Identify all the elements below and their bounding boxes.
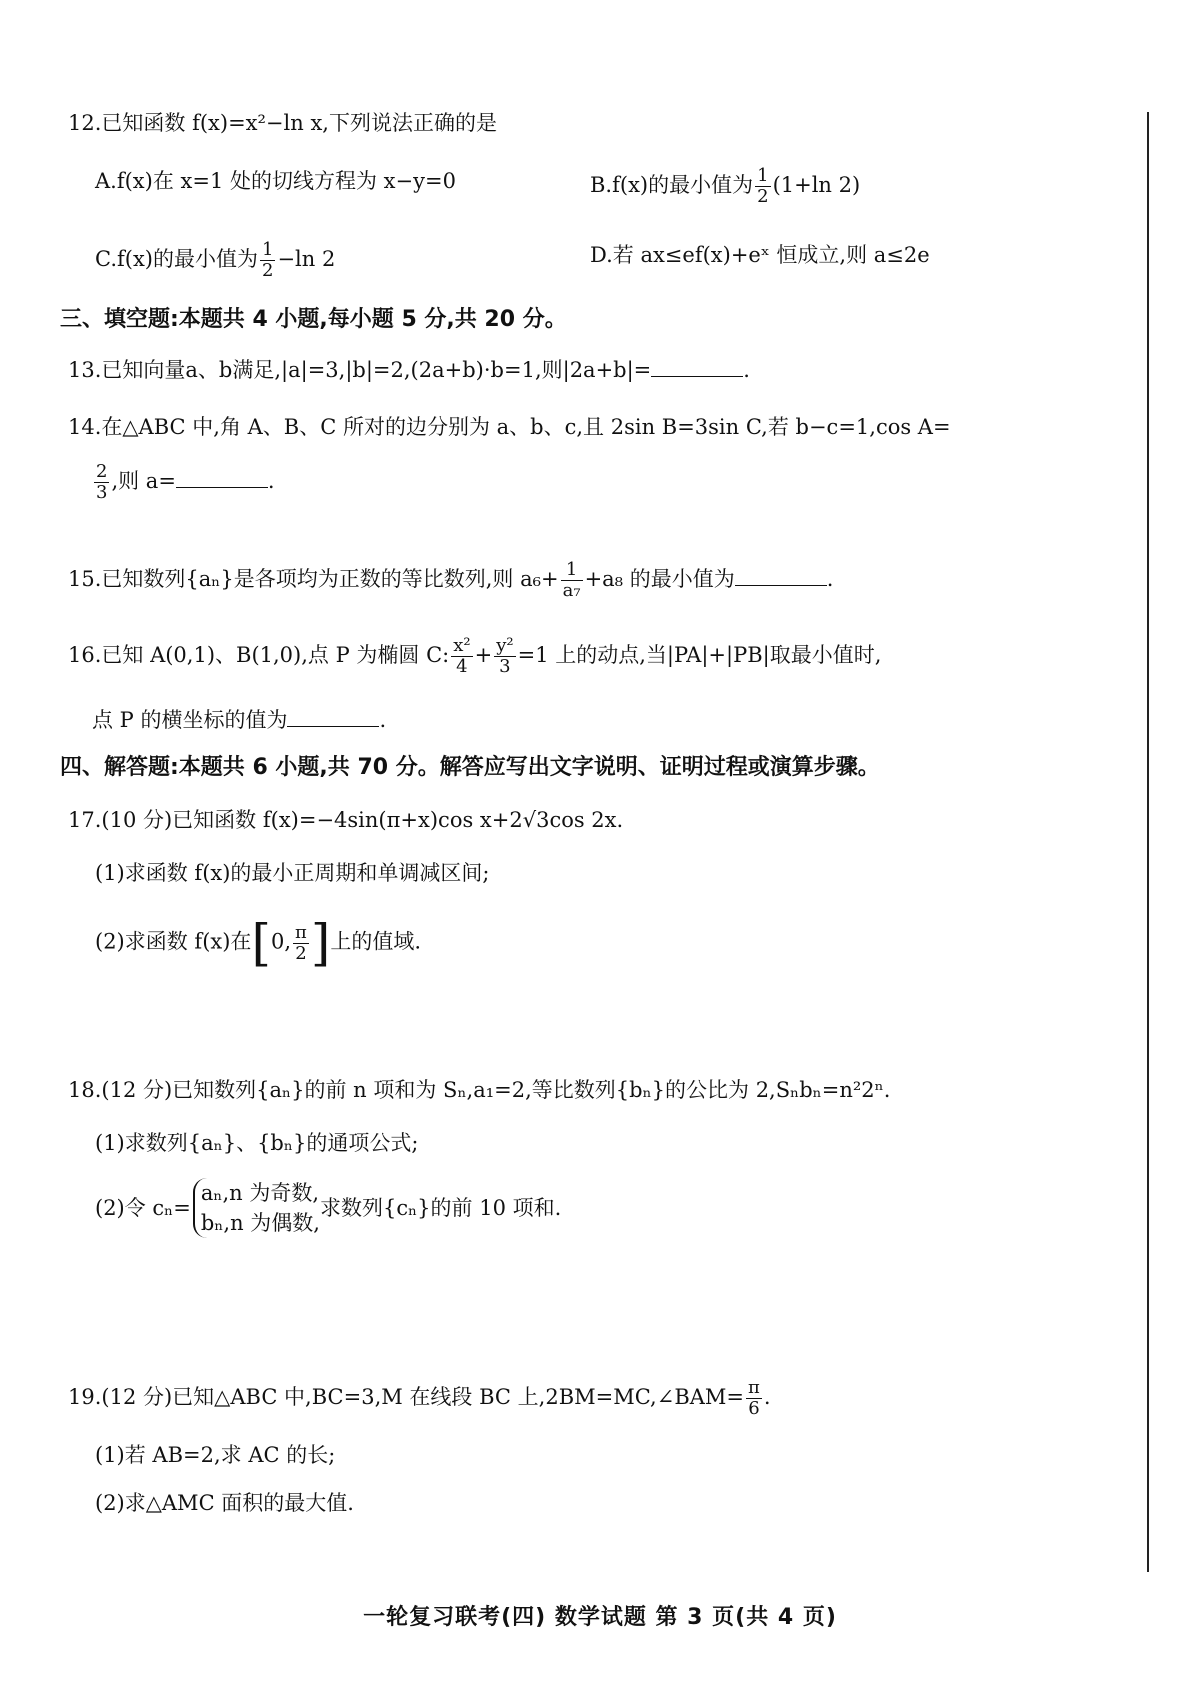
q14-line1: 14.在△ABC 中,角 A、B、C 所对的边分别为 a、b、c,且 2sin B=3sin C,若 b−c=1,cos A=: [68, 415, 951, 439]
q18-part2: (2)令 cₙ= aₙ,n 为奇数, bₙ,n 为偶数, 求数列{cₙ}的前 10 项和.: [95, 1178, 561, 1238]
q18-stem: 18.(12 分)已知数列{aₙ}的前 n 项和为 Sₙ,a₁=2,等比数列{bₙ}的公比为 2,Sₙbₙ=n²2ⁿ.: [68, 1078, 891, 1102]
q16-line1: 16.已知 A(0,1)、B(1,0),点 P 为椭圆 C: $\frac{\text{x²}}{4}$ + $\frac{\text{y²}}{3}$ =1 上的动点,当|PA|+|PB|取最小值时,: [68, 635, 882, 677]
fraction: $\frac{2}{3}$: [96, 461, 108, 503]
q16-line2: 点 P 的横坐标的值为 .: [92, 708, 387, 732]
fraction: $\frac{\text{y²}}{3}$: [496, 635, 514, 677]
q12-option-a: A.f(x)在 x=1 处的切线方程为 x−y=0: [95, 169, 456, 193]
q19-stem: 19.(12 分)已知△ABC 中,BC=3,M 在线段 BC 上,2BM=MC,∠BAM= $\frac{\pi}{6}$ .: [68, 1377, 771, 1419]
q17-part2: (2)求函数 f(x)在[0, $\frac{\pi}{2}$ ]上的值域.: [95, 914, 422, 972]
q12-option-b: B.f(x)的最小值为 $\frac{1}{2}$ (1+ln 2): [590, 165, 861, 207]
q13: 13.已知向量a、b满足,|a|=3,|b|=2,(2a+b)·b=1,则|2a+b|= .: [68, 358, 750, 382]
q15: 15.已知数列{aₙ}是各项均为正数的等比数列,则 a₆+ $\frac{1}{\text{a₇}}$ +a₈ 的最小值为 .: [68, 559, 834, 601]
fraction: $\frac{1}{\text{a₇}}$: [562, 559, 581, 601]
margin-line: [1147, 112, 1149, 1572]
q12-option-d: D.若 ax≤ef(x)+eˣ 恒成立,则 a≤2e: [590, 243, 930, 267]
q12-option-c: C.f(x)的最小值为 $\frac{1}{2}$ −ln 2: [95, 239, 336, 281]
fraction: $\frac{1}{2}$: [262, 239, 274, 281]
answer-blank: [176, 467, 268, 488]
q12-stem: 12.已知函数 f(x)=x²−ln x,下列说法正确的是: [68, 111, 497, 135]
fraction: $\frac{\text{x²}}{4}$: [453, 635, 471, 677]
fraction: $\frac{\pi}{6}$: [748, 1377, 760, 1419]
right-bracket: ]: [310, 914, 331, 972]
q19-part2: (2)求△AMC 面积的最大值.: [95, 1491, 354, 1515]
fraction: $\frac{\pi}{2}$: [295, 921, 307, 964]
section-3-heading: 三、填空题:本题共 4 小题,每小题 5 分,共 20 分。: [60, 307, 567, 332]
fraction: $\frac{1}{2}$: [757, 165, 769, 207]
q17-part1: (1)求函数 f(x)的最小正周期和单调减区间;: [95, 861, 490, 885]
answer-blank: [735, 565, 827, 586]
left-bracket: [: [251, 914, 271, 972]
answer-blank: [651, 356, 743, 377]
page-footer: 一轮复习联考(四) 数学试题 第 3 页(共 4 页): [363, 1605, 837, 1630]
piecewise-cases: aₙ,n 为奇数, bₙ,n 为偶数,: [193, 1178, 320, 1238]
q18-part1: (1)求数列{aₙ}、{bₙ}的通项公式;: [95, 1131, 419, 1155]
q14-line2: $\frac{2}{3}$ ,则 a= .: [96, 461, 275, 503]
answer-blank: [287, 706, 379, 727]
q17-stem: 17.(10 分)已知函数 f(x)=−4sin(π+x)cos x+2√3cos 2x.: [68, 808, 624, 832]
q19-part1: (1)若 AB=2,求 AC 的长;: [95, 1443, 336, 1467]
section-4-heading: 四、解答题:本题共 6 小题,共 70 分。解答应写出文字说明、证明过程或演算步骤。: [60, 755, 880, 780]
